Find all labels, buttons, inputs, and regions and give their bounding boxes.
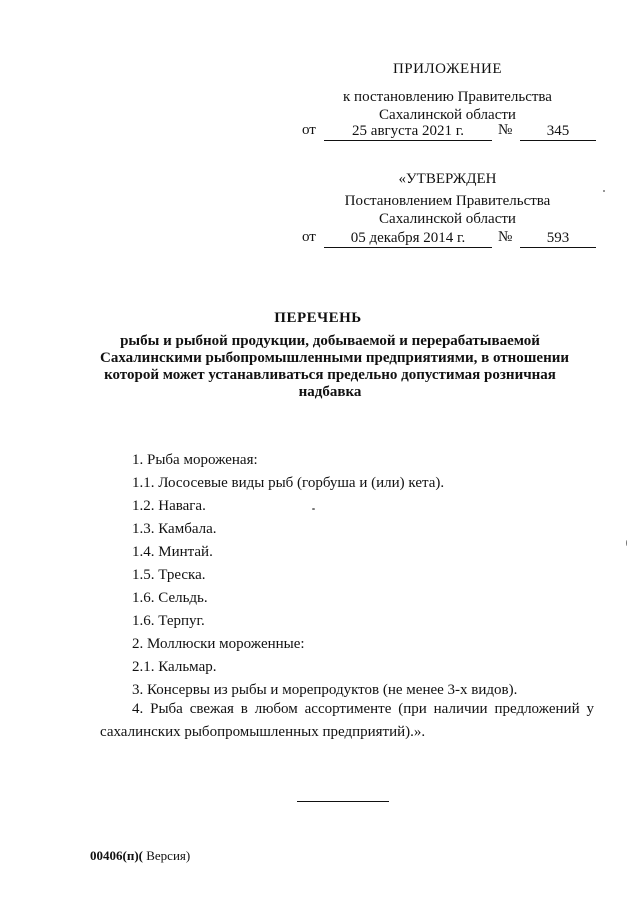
list-item: 2.1. Кальмар.	[132, 659, 217, 675]
list-item-last-line-1	[100, 698, 594, 721]
approval-line-2: Сахалинской области	[379, 211, 516, 227]
approval-number: 593	[520, 229, 596, 248]
attachment-number: 345	[520, 122, 596, 141]
list-item-last-line-2: сахалинских рыбопромышленных предприятий).».	[100, 724, 426, 740]
word: предложений	[494, 701, 580, 717]
list-item: 1.1. Лососевые виды рыб (горбуша и (или) кета).	[132, 475, 445, 491]
list-title: ПЕРЕЧЕНЬ	[274, 310, 362, 326]
attachment-title: ПРИЛОЖЕНИЕ	[392, 61, 503, 77]
list-item: 1.3. Камбала.	[132, 521, 217, 537]
list-item: 3. Консервы из рыбы и морепродуктов (не менее 3-х видов).	[132, 682, 518, 698]
separator-line	[297, 801, 389, 802]
list-subtitle-line: которой может устанавливаться предельно допустимая розничная	[104, 367, 556, 383]
scan-speck	[626, 540, 627, 546]
approval-line-1: Постановлением Правительства	[344, 193, 551, 209]
footer-version: Версия)	[142, 848, 191, 863]
word: наличии	[433, 701, 488, 717]
attachment-date-number-row	[302, 122, 597, 142]
word: 4.	[132, 701, 144, 717]
footer-code-number: 00406(п)(	[90, 848, 143, 863]
list-subtitle-line: надбавка	[298, 384, 362, 400]
approval-date: 05 декабря 2014 г.	[324, 229, 492, 248]
word: в	[240, 701, 248, 717]
word: (при	[398, 701, 427, 717]
list-item-last	[100, 698, 594, 744]
word: свежая	[189, 701, 234, 717]
attachment-date: 25 августа 2021 г.	[324, 122, 492, 141]
approval-number-sign: №	[498, 229, 513, 245]
list-item: 1.2. Навага.	[132, 498, 206, 514]
attachment-number-sign: №	[498, 122, 513, 138]
attachment-line-1: к постановлению Правительства	[343, 89, 552, 105]
approval-title: «УТВЕРЖДЕН	[398, 171, 497, 187]
list-item: 1.6. Сельдь.	[132, 590, 208, 606]
word: Рыба	[150, 701, 183, 717]
scan-speck	[312, 508, 315, 510]
word: любом	[254, 701, 298, 717]
list-subtitle-line: рыбы и рыбной продукции, добываемой и перерабатываемой	[120, 333, 540, 349]
list-subtitle	[100, 333, 570, 401]
attachment-line-2: Сахалинской области	[379, 107, 516, 123]
approval-date-number-row	[302, 229, 597, 249]
list-item: 1. Рыба мороженая:	[132, 452, 258, 468]
attachment-from-label: от	[302, 122, 316, 138]
approval-from-label: от	[302, 229, 316, 245]
footer-code	[90, 848, 190, 864]
list-item: 2. Моллюски мороженные:	[132, 636, 305, 652]
list-item: 1.6. Терпуг.	[132, 613, 205, 629]
list-subtitle-line: Сахалинскими рыбопромышленными предприятиями, в отношении	[100, 350, 570, 366]
word: у	[586, 701, 594, 717]
list-item: 1.4. Минтай.	[132, 544, 213, 560]
list-item: 1.5. Треска.	[132, 567, 206, 583]
scan-speck	[603, 190, 605, 192]
word: ассортименте	[304, 701, 392, 717]
